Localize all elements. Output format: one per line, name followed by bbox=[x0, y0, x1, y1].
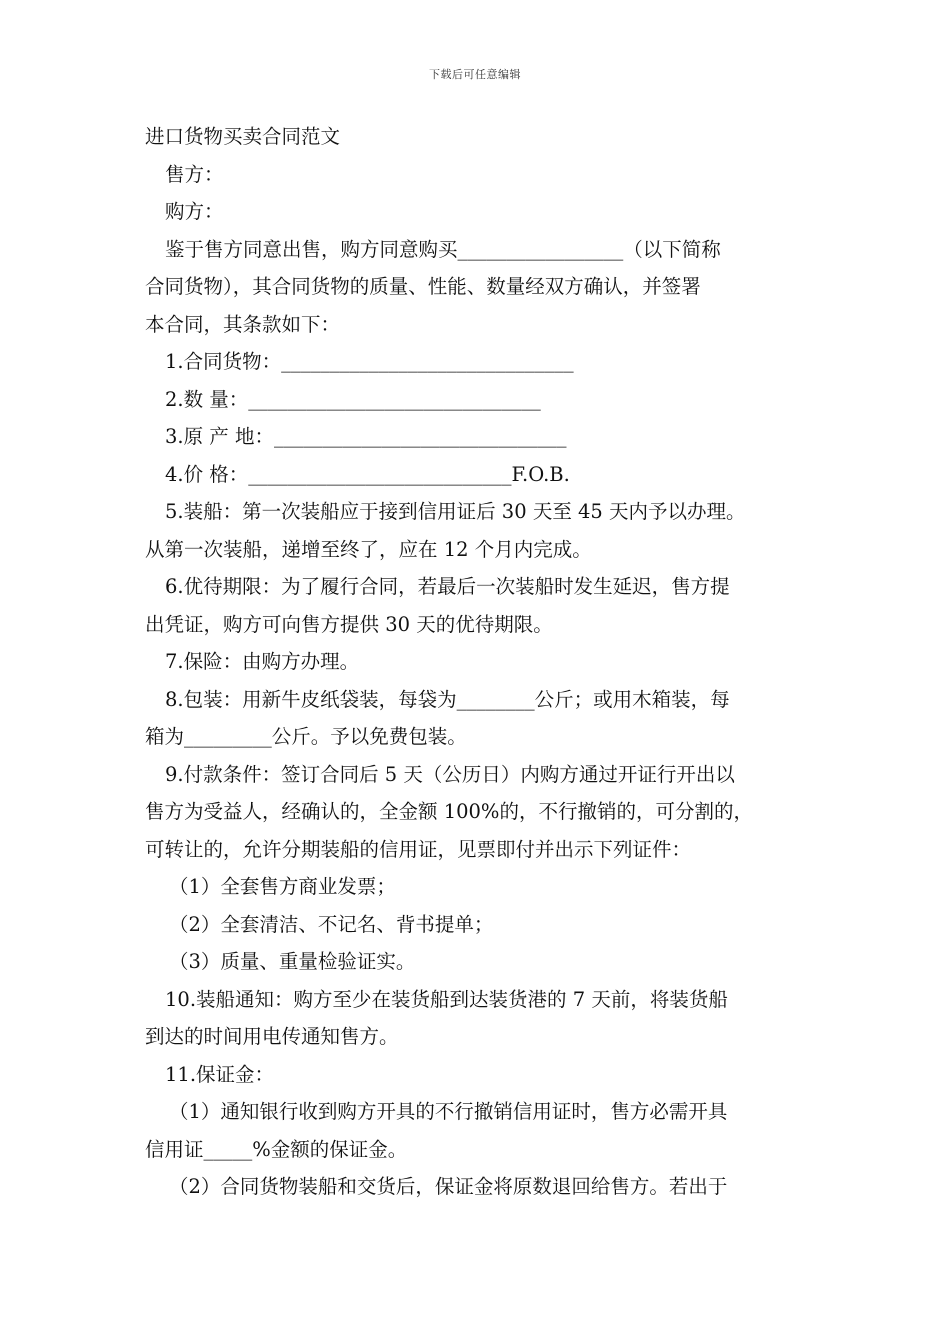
clause-11-sub-1-line-2: 信用证_____%金额的保证金。 bbox=[145, 1137, 408, 1161]
clause-9-payment-line-3: 可转让的，允许分期装船的信用证，见票即付并出示下列证件： bbox=[145, 837, 692, 861]
clause-4-price: 4.价 格：___________________________F.O.B. bbox=[165, 462, 570, 486]
intro-line-1: 鉴于售方同意出售，购方同意购买_________________（以下简称 bbox=[165, 237, 721, 261]
clause-7-insurance: 7.保险：由购方办理。 bbox=[165, 650, 360, 673]
clause-9-sub-3: （3）质量、重量检验证实。 bbox=[169, 950, 416, 973]
clause-5-shipment-line-2: 从第一次装船，递增至终了，应在 12 个月内完成。 bbox=[145, 537, 592, 561]
clause-9-sub-2: （2）全套清洁、不记名、背书提单； bbox=[169, 912, 494, 936]
document-title: 进口货物买卖合同范文 bbox=[145, 125, 341, 148]
intro-line-2: 合同货物），其合同货物的质量、性能、数量经双方确认，并签署 bbox=[145, 275, 701, 298]
page-header-note: 下载后可任意编辑 bbox=[429, 68, 521, 81]
clause-2-quantity: 2.数 量：______________________________ bbox=[165, 387, 541, 411]
clause-10-notice-line-1: 10.装船通知：购方至少在装货船到达装货港的 7 天前，将装货船 bbox=[165, 987, 728, 1011]
buyer-field: 购方： bbox=[165, 200, 224, 223]
document-body bbox=[145, 118, 825, 1206]
clause-8-packing-line-2: 箱为_________公斤。予以免费包装。 bbox=[145, 725, 467, 748]
seller-field: 售方： bbox=[165, 162, 224, 186]
clause-9-sub-1: （1）全套售方商业发票； bbox=[169, 875, 396, 898]
clause-11-deposit: 11.保证金： bbox=[165, 1062, 275, 1086]
clause-5-shipment-line-1: 5.装船：第一次装船应于接到信用证后 30 天至 45 天内予以办理。 bbox=[165, 500, 746, 523]
clause-6-grace-line-2: 出凭证，购方可向售方提供 30 天的优待期限。 bbox=[145, 612, 553, 636]
clause-9-payment-line-1: 9.付款条件：签订合同后 5 天（公历日）内购方通过开证行开出以 bbox=[165, 762, 735, 786]
clause-10-notice-line-2: 到达的时间用电传通知售方。 bbox=[145, 1025, 399, 1048]
clause-11-sub-2-line-1: （2）合同货物装船和交货后，保证金将原数退回给售方。若出于 bbox=[169, 1175, 728, 1198]
clause-8-packing-line-1: 8.包装：用新牛皮纸袋装，每袋为________公斤；或用木箱装，每 bbox=[165, 687, 730, 711]
clause-11-sub-1-line-1: （1）通知银行收到购方开具的不行撤销信用证时，售方必需开具 bbox=[169, 1100, 728, 1123]
intro-line-3: 本合同，其条款如下： bbox=[145, 312, 341, 336]
clause-6-grace-line-1: 6.优待期限：为了履行合同，若最后一次装船时发生延迟，售方提 bbox=[165, 575, 730, 598]
clause-9-payment-line-2: 售方为受益人，经确认的，全金额 100%的，不行撤销的，可分割的， bbox=[145, 800, 753, 823]
clause-1-goods: 1.合同货物：______________________________ bbox=[165, 350, 574, 373]
clause-3-origin: 3.原 产 地：______________________________ bbox=[165, 425, 567, 448]
